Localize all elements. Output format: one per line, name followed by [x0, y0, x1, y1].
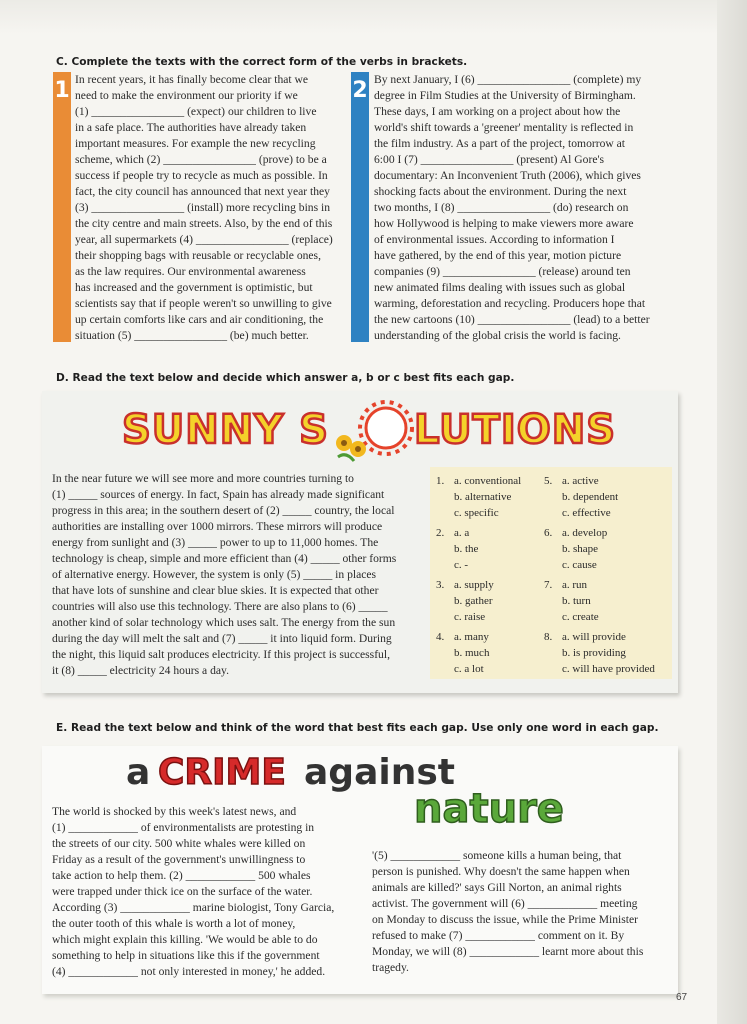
options-column-right: [544, 473, 664, 681]
section-c-heading: C. Complete the texts with the correct form of the verbs in brackets.: [56, 56, 468, 68]
option-number: 8.: [544, 631, 553, 643]
text-line: '(5) ____________ someone kills a human being, that: [372, 849, 622, 862]
option-number: 6.: [544, 527, 553, 539]
text-line: scientists say that if people weren't so unwilling to give: [75, 297, 332, 310]
option-number: 1.: [436, 475, 445, 487]
text-line: has increased and the government is optimistic, but: [75, 281, 313, 294]
text-line: new animated films dealing with issues such as global: [374, 281, 626, 294]
option-c[interactable]: c. -: [454, 559, 469, 571]
option-c[interactable]: c. a lot: [454, 663, 484, 675]
text-line: their shopping bags with reusable or recyclable ones,: [75, 249, 321, 262]
text-line: person is punished. Why doesn't the same happen when: [372, 865, 630, 878]
option-a[interactable]: a. conventional: [454, 475, 522, 487]
section-d-heading: D. Read the text below and decide which answer a, b or c best fits each gap.: [56, 372, 515, 384]
text-line: which might explain this killing. 'We would be able to do: [52, 933, 318, 946]
options-column-left: [436, 473, 556, 681]
text-line: degree in Film Studies at the University of Birmingham.: [374, 89, 636, 102]
text-line: situation (5) ________________ (be) much better.: [75, 329, 309, 342]
text-line: need to make the environment our priority if we: [75, 89, 298, 102]
crime-text-left: [52, 804, 340, 980]
text-line: success if people try to recycle as much as possible. In: [75, 169, 328, 182]
option-a[interactable]: a. develop: [562, 527, 608, 539]
option-b[interactable]: b. shape: [562, 543, 599, 555]
page-number: 67: [676, 992, 688, 1003]
flower-icon: [332, 431, 372, 467]
text-line: the outer tooth of this whale is worth a lot of money,: [52, 917, 296, 930]
text-line: of environmental issues. According to information I: [374, 233, 615, 246]
option-c[interactable]: c. will have provided: [562, 663, 655, 675]
section-e-heading: E. Read the text below and think of the word that best fits each gap. Use only one word in each gap.: [56, 722, 659, 734]
text-line: how Hollywood is helping to make viewers more aware: [374, 217, 634, 230]
text-line: By next January, I (6) ________________ (complete) my: [374, 73, 642, 86]
text-line: something to help in situations like this if the government: [52, 949, 320, 962]
text-line: two months, I (8) ________________ (do) research on: [374, 201, 629, 214]
text-line: fact, the city council has announced that next year they: [75, 185, 330, 198]
option-a[interactable]: a. supply: [454, 579, 494, 591]
sunny-solutions-panel: [42, 391, 678, 693]
text-line: energy from sunlight and (3) _____ power to up to 11,000 homes. The: [52, 536, 379, 549]
sunny-solutions-text: [52, 471, 424, 679]
text-line: understanding of the global crisis the world is facing.: [374, 329, 621, 342]
text-line: These days, I am working on a project about how the: [374, 105, 621, 118]
text-line: (1) _____ sources of energy. In fact, Spain has already made significant: [52, 488, 385, 501]
title-part-lutions: LUTIONS: [414, 407, 616, 453]
text-line: 6:00 I (7) ________________ (present) Al Gore's: [374, 153, 605, 166]
option-group: [544, 525, 664, 577]
crime-against-nature-panel: [42, 746, 678, 994]
text-line: scheme, which (2) ________________ (prove) to be a: [75, 153, 327, 166]
option-group: [544, 473, 664, 525]
option-number: 7.: [544, 579, 553, 591]
text-line: tragedy.: [372, 961, 409, 974]
text-line: companies (9) ________________ (release) around ten: [374, 265, 631, 278]
text-line: year, all supermarkets (4) ________________ (replace): [75, 233, 333, 246]
text-line: According (3) ____________ marine biologist, Tony Garcia,: [52, 901, 335, 914]
option-group: [436, 629, 556, 681]
option-b[interactable]: b. the: [454, 543, 479, 555]
option-c[interactable]: c. create: [562, 611, 599, 623]
text-line: refused to make (7) ____________ comment on it. By: [372, 929, 625, 942]
text-line: up certain comforts like cars and air conditioning, the: [75, 313, 324, 326]
text-line: (4) ____________ not only interested in money,' he added.: [52, 965, 326, 978]
text-2-body: [374, 72, 674, 344]
text-line: take action to help them. (2) ____________ 500 whales: [52, 869, 311, 882]
text-line: were trapped under thick ice on the surface of the water.: [52, 885, 313, 898]
title-against: against: [304, 752, 455, 793]
text-line: that have lots of sunshine and clear blue skies. It is expected that other: [52, 584, 379, 597]
option-b[interactable]: b. alternative: [454, 491, 512, 503]
text-line: shocking facts about the environment. During the next: [374, 185, 627, 198]
text-line: Monday, we will (8) ____________ learnt more about this: [372, 945, 644, 958]
text-line: it (8) _____ electricity 24 hours a day.: [52, 664, 229, 677]
option-a[interactable]: a. run: [562, 579, 588, 591]
text-line: the city centre and main streets. Also, by the end of this: [75, 217, 333, 230]
option-number: 2.: [436, 527, 445, 539]
text-1-body: [75, 72, 347, 344]
option-a[interactable]: a. active: [562, 475, 599, 487]
crime-text-right: [372, 848, 652, 976]
text-line: animals are killed?' says Gill Norton, an animal rights: [372, 881, 622, 894]
text-line: countries will also use this technology. There are also plans to (6) _____: [52, 600, 388, 613]
text-line: In the near future we will see more and more countries turning to: [52, 472, 354, 485]
text-1-number: 1: [54, 78, 70, 103]
option-a[interactable]: a. will provide: [562, 631, 626, 643]
option-b[interactable]: b. gather: [454, 595, 493, 607]
text-line: (1) ________________ (expect) our children to live: [75, 105, 317, 118]
option-a[interactable]: a. a: [454, 527, 470, 539]
text-line: another kind of solar technology which uses salt. The energy from the sun: [52, 616, 396, 629]
text-line: the streets of our city. 500 white whales were killed on: [52, 837, 306, 850]
option-b[interactable]: b. is providing: [562, 647, 626, 659]
text-line: In recent years, it has finally become clear that we: [75, 73, 309, 86]
text-line: technology is cheap, simple and more efficient than (4) _____ other forms: [52, 552, 397, 565]
option-number: 3.: [436, 579, 445, 591]
option-b[interactable]: b. turn: [562, 595, 591, 607]
text-line: activist. The government will (6) ____________ meeting: [372, 897, 638, 910]
option-b[interactable]: b. dependent: [562, 491, 619, 503]
text-line: in a safe place. The authorities have already taken: [75, 121, 307, 134]
option-group: [544, 577, 664, 629]
text-line: (3) ________________ (install) more recycling bins in: [75, 201, 331, 214]
answer-options: [430, 467, 672, 679]
option-number: 5.: [544, 475, 553, 487]
text-line: The world is shocked by this week's latest news, and: [52, 805, 297, 818]
text-2-number: 2: [352, 78, 368, 103]
title-part-sunny: SUNNY S: [122, 407, 329, 453]
option-group: [544, 629, 664, 681]
text-line: documentary: An Inconvenient Truth (2006), which gives: [374, 169, 641, 182]
text-line: progress in this area; in the southern desert of (2) _____ country, the local: [52, 504, 395, 517]
option-group: [436, 577, 556, 629]
page-edge: [717, 0, 747, 1024]
option-number: 4.: [436, 631, 445, 643]
text-line: of alternative energy. However, the system is only (5) _____ in places: [52, 568, 377, 581]
text-line: as the law requires. Our environmental awareness: [75, 265, 306, 278]
option-group: [436, 525, 556, 577]
text-line: world's shift towards a 'greener' mentality is reflected in: [374, 121, 634, 134]
title-a: a: [126, 752, 151, 793]
text-line: (1) ____________ of environmentalists are protesting in: [52, 821, 315, 834]
title-crime: CRIME: [158, 752, 286, 793]
text-2-marker: [351, 72, 369, 342]
text-line: the night, this liquid salt produces electricity. If this project is successful,: [52, 648, 390, 661]
option-b[interactable]: b. much: [454, 647, 490, 659]
text-line: during the day will melt the salt and (7) _____ it into liquid form. During: [52, 632, 392, 645]
text-1-marker: [53, 72, 71, 342]
option-c[interactable]: c. cause: [562, 559, 597, 571]
text-line: the new cartoons (10) ________________ (lead) to a better: [374, 313, 650, 326]
option-c[interactable]: c. raise: [454, 611, 486, 623]
option-a[interactable]: a. many: [454, 631, 489, 643]
text-line: warming, deforestation and recycling. Producers hope that: [374, 297, 646, 310]
scan-shadow: [0, 0, 747, 34]
text-line: Friday as a result of the government's unwillingness to: [52, 853, 306, 866]
title-nature: nature: [414, 786, 564, 832]
text-line: authorities are installing over 1000 mirrors. These mirrors will produce: [52, 520, 383, 533]
text-line: the film industry. As a part of the project, tomorrow at: [374, 137, 626, 150]
text-line: on Monday to discuss the issue, while the Prime Minister: [372, 913, 638, 926]
text-line: important measures. For example the new recycling: [75, 137, 316, 150]
option-group: [436, 473, 556, 525]
option-c[interactable]: c. specific: [454, 507, 499, 519]
option-c[interactable]: c. effective: [562, 507, 611, 519]
text-line: have gathered, by the end of this year, motion picture: [374, 249, 622, 262]
